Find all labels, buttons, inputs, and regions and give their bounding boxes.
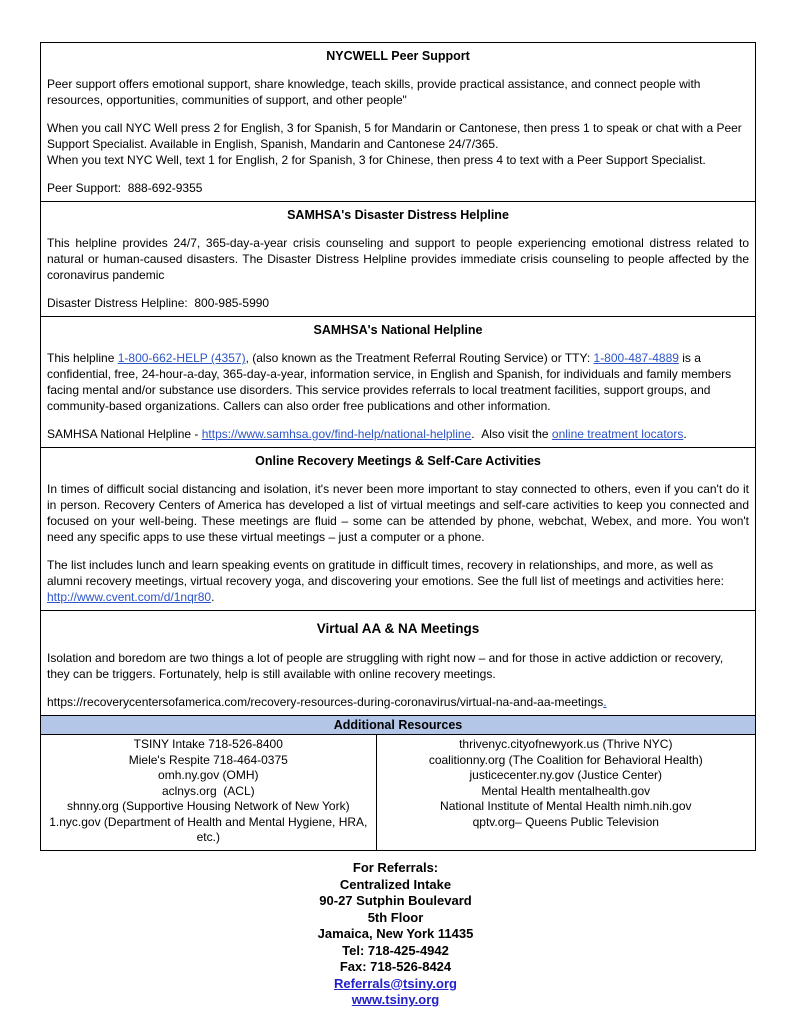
additional-resources-header: Additional Resources — [41, 715, 755, 734]
resource-item: shnny.org (Supportive Housing Network of New York) — [66, 799, 350, 813]
text-run: is a confidential, free, 24-hour-a-day, 365-day-a-year, information service, in English and Spanish, for individuals and family members facing mental and/or substance use disorders. This service provides referrals to local treatment facilities, support groups, and community-based organizations. Callers can also order free publications and other information. — [47, 351, 732, 413]
resource-item: TSINY Intake 718-526-8400 — [133, 737, 283, 751]
nycwell-description: Peer support offers emotional support, share knowledge, teach skills, provide practical assistance, and connect people with resources, opportunities, communities of support, and other people" — [47, 77, 701, 107]
footer-line: Centralized Intake — [339, 876, 452, 892]
footer-phone: Tel: 718-425-4942 — [342, 942, 449, 958]
cvent-link[interactable]: http://www.cvent.com/d/1nqr80 — [47, 590, 212, 604]
samhsa-helpline-url-link[interactable]: https://www.samhsa.gov/find-help/national-helpline — [201, 427, 472, 441]
recovery-centers-url-period-link[interactable]: . — [603, 695, 607, 709]
resource-table — [40, 42, 756, 851]
text-run: SAMHSA National Helpline - — [47, 427, 202, 441]
section-disaster-distress — [41, 201, 755, 316]
national-links-line — [47, 426, 749, 442]
section-title-online-recovery: Online Recovery Meetings & Self-Care Activities — [255, 454, 541, 468]
additional-resources-columns — [41, 734, 755, 850]
resource-item: Miele's Respite 718-464-0375 — [128, 752, 288, 767]
text-run: , (also known as the Treatment Referral Routing Service) or TTY: — [245, 351, 594, 365]
disaster-phone: Disaster Distress Helpline: 800-985-5990 — [47, 296, 270, 310]
nycwell-call-instructions: When you call NYC Well press 2 for English, 3 for Spanish, 5 for Mandarin or Cantonese, then press 1 to speak or chat with a Peer Support Specialist. Available in English, Spanish, Mandarin and Cantonese 24/7/365. — [47, 121, 742, 151]
nycwell-text-instructions: When you text NYC Well, text 1 for English, 2 for Spanish, 3 for Chinese, then press 4 to text with a Peer Support Specialist. — [47, 153, 706, 167]
referrals-email-link[interactable]: Referrals@tsiny.org — [334, 975, 457, 991]
resource-item: qptv.org– Queens Public Television — [472, 814, 659, 829]
resource-item: Mental Health mentalhealth.gov — [481, 783, 651, 798]
peer-support-phone: Peer Support: 888-692-9355 — [47, 181, 203, 195]
text-run: This helpline — [47, 351, 118, 365]
text-run: . — [683, 427, 687, 441]
footer-line: 5th Floor — [367, 909, 424, 925]
section-online-recovery — [41, 447, 755, 610]
text-run: . Also visit the — [471, 427, 552, 441]
online-recovery-description: In times of difficult social distancing and isolation, it's never been more important to stay connected to others, even if you can't do it in person. Recovery Centers of America has developed a list of virtual meetings and self-care activities to keep you connected and focused on your well-being. These meetings are fluid – some can be attended by phone, webchat, Webex, and more. You won't need any specific apps to use these virtual meetings – just a computer or a phone. — [47, 482, 749, 544]
tty-phone-link[interactable]: 1-800-487-4889 — [593, 351, 679, 365]
section-title-national: SAMHSA's National Helpline — [313, 323, 483, 337]
helpline-phone-link[interactable]: 1-800-662-HELP (4357) — [117, 351, 246, 365]
resource-item: justicecenter.ny.gov (Justice Center) — [469, 768, 663, 782]
footer-line: Jamaica, New York 11435 — [317, 926, 474, 941]
recovery-centers-url: https://recoverycentersofamerica.com/recovery-resources-during-coronavirus/virtual-na-and-aa-meetings — [47, 695, 604, 709]
text-run: . — [211, 590, 215, 604]
section-virtual-aa-na — [41, 610, 755, 715]
footer-line: For Referrals: — [352, 860, 439, 875]
virtual-aa-description: Isolation and boredom are two things a lot of people are struggling with right now – and for those in active addiction or recovery, they can be triggers. Fortunately, help is still available with online recovery meetings. — [47, 651, 724, 681]
section-title-disaster: SAMHSA's Disaster Distress Helpline — [287, 208, 509, 222]
virtual-aa-url-line — [47, 694, 749, 710]
online-recovery-list-line — [47, 557, 749, 605]
resource-item: coalitionny.org (The Coalition for Behavioral Health) — [428, 752, 703, 767]
section-nycwell-peer-support — [41, 43, 755, 201]
resource-item: National Institute of Mental Health nimh.nih.gov — [440, 799, 692, 813]
footer-line: 90-27 Sutphin Boulevard — [319, 893, 472, 908]
disaster-description: This helpline provides 24/7, 365-day-a-year crisis counseling and support to people experiencing emotional distress related to natural or human-caused disasters. The Disaster Distress Helpline provides immediate crisis counseling to people affected by the coronavirus pandemic — [47, 236, 749, 282]
resources-column-right — [377, 735, 755, 850]
resource-item: thrivenyc.cityofnewyork.us (Thrive NYC) — [459, 737, 673, 751]
resource-item: aclnys.org (ACL) — [161, 783, 255, 798]
online-treatment-locators-link[interactable]: online treatment locators — [551, 427, 684, 441]
section-national-helpline — [41, 316, 755, 447]
footer-fax: Fax: 718-526-8424 — [339, 959, 452, 974]
national-description — [47, 350, 749, 414]
referrals-footer — [0, 860, 791, 1009]
resource-item: 1.nyc.gov (Department of Health and Mental Hygiene, HRA, etc.) — [49, 814, 368, 844]
section-title-virtual-aa-na: Virtual AA & NA Meetings — [316, 621, 480, 636]
section-title-nycwell: NYCWELL Peer Support — [326, 49, 470, 63]
tsiny-website-link[interactable]: www.tsiny.org — [351, 992, 440, 1007]
text-run: The list includes lunch and learn speaking events on gratitude in difficult times, recovery in relationships, and more, as well as alumni recovery meetings, virtual recovery yoga, and discovering your emotions. See the full list of meetings and activities here: — [47, 558, 724, 588]
resource-item: omh.ny.gov (OMH) — [158, 768, 259, 782]
resources-column-left — [41, 735, 377, 850]
